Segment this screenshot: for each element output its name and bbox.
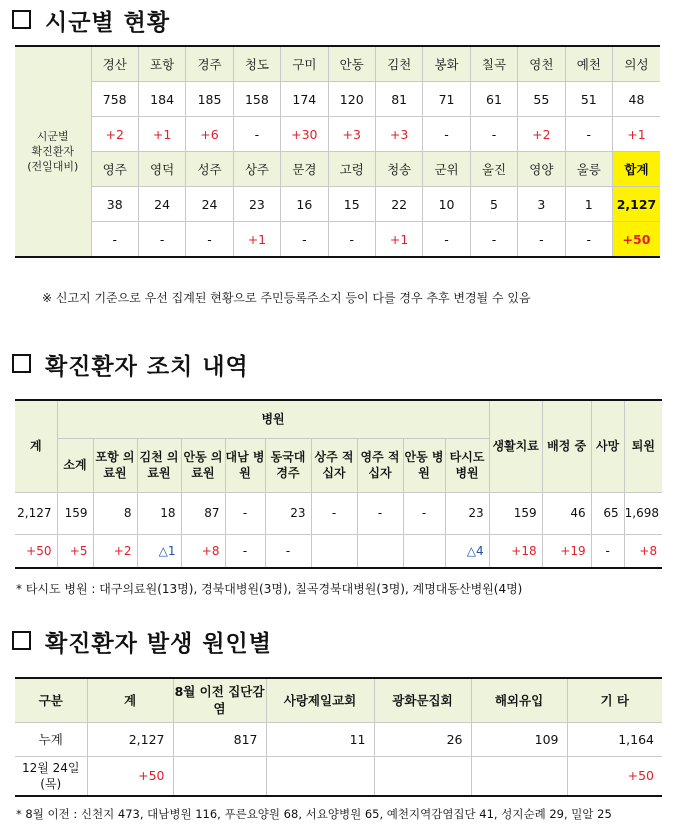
treatment-cell: +18	[489, 534, 542, 568]
city-change-cell: -	[328, 222, 375, 258]
treatment-cell: -	[311, 492, 357, 534]
city-change-cell: -	[138, 222, 185, 258]
header-hospital-sub: 포항 의료원	[93, 438, 137, 492]
cause-header: 사랑제일교회	[266, 678, 374, 722]
treatment-cell	[311, 534, 357, 568]
cause-table	[15, 677, 662, 797]
cause-cell: 817	[173, 722, 266, 756]
city-change-cell: -	[281, 222, 328, 258]
cause-header: 계	[87, 678, 173, 722]
cause-cell	[173, 756, 266, 796]
side-label-line: 확진환자	[31, 145, 74, 158]
treatment-cell: +19	[542, 534, 591, 568]
city-count-cell: 120	[328, 82, 375, 117]
city-change-cell: -	[233, 117, 280, 152]
city-name-cell: 군위	[423, 152, 470, 187]
cause-header: 기 타	[567, 678, 662, 722]
treatment-cell	[403, 534, 445, 568]
city-name-cell: 영주	[91, 152, 138, 187]
treatment-cell: +5	[57, 534, 93, 568]
city-change-cell: +2	[91, 117, 138, 152]
header-hospital-sub: 김천 의료원	[137, 438, 181, 492]
city-count-cell: 3	[518, 187, 565, 222]
treatment-cell: -	[225, 534, 265, 568]
treatment-cell: △1	[137, 534, 181, 568]
cause-cell: 2,127	[87, 722, 173, 756]
treatment-table	[15, 399, 662, 569]
cause-header: 8월 이전 집단감염	[173, 678, 266, 722]
checkbox-square-icon	[12, 10, 31, 29]
treatment-note: * 타시도 병원 : 대구의료원(13명), 경북대병원(3명), 칠곡경북대병원(3명), 계명대동산병원(4명)	[16, 582, 523, 596]
header-discharge: 퇴원	[624, 400, 662, 492]
cause-cell	[471, 756, 567, 796]
side-label-line: 시군별	[36, 130, 69, 143]
treatment-cell: 65	[591, 492, 624, 534]
city-change-cell: -	[423, 222, 470, 258]
cause-note: * 8월 이전 : 신천지 473, 대남병원 116, 푸른요양원 68, 서요양병원 65, 예천지역감염집단 41, 성지순례 29, 밀알 25	[16, 807, 612, 821]
city-name-cell: 구미	[281, 46, 328, 82]
cause-cell: +50	[567, 756, 662, 796]
side-label	[15, 46, 91, 257]
treatment-cell: -	[357, 492, 403, 534]
city-name-cell: 칠곡	[470, 46, 517, 82]
city-change-cell: +1	[375, 222, 422, 258]
city-change-cell: +50	[612, 222, 660, 258]
treatment-cell: +8	[181, 534, 225, 568]
city-count-cell: 158	[233, 82, 280, 117]
city-name-cell: 청송	[375, 152, 422, 187]
cause-cell: 26	[374, 722, 471, 756]
cause-cell: 1,164	[567, 722, 662, 756]
city-count-cell: 51	[565, 82, 612, 117]
city-name-cell: 경산	[91, 46, 138, 82]
city-name-cell: 영양	[518, 152, 565, 187]
city-change-cell: +6	[186, 117, 233, 152]
header-hospital-sub: 동국대 경주	[265, 438, 311, 492]
treatment-cell: 23	[445, 492, 489, 534]
city-count-cell: 38	[91, 187, 138, 222]
section-title-treatment: 확진환자 조치 내역	[12, 348, 249, 381]
city-count-cell: 24	[186, 187, 233, 222]
city-name-cell: 포항	[138, 46, 185, 82]
city-name-cell: 김천	[375, 46, 422, 82]
treatment-cell: 2,127	[15, 492, 57, 534]
city-name-cell: 봉화	[423, 46, 470, 82]
city-count-cell: 48	[612, 82, 660, 117]
header-hospital-sub: 안동 병원	[403, 438, 445, 492]
city-change-cell: +1	[138, 117, 185, 152]
city-name-cell: 청도	[233, 46, 280, 82]
header-treatment-center: 생활치료	[489, 400, 542, 492]
treatment-cell: 1,698	[624, 492, 662, 534]
city-name-cell: 경주	[186, 46, 233, 82]
city-count-cell: 81	[375, 82, 422, 117]
cause-cell: 109	[471, 722, 567, 756]
city-change-cell: +3	[328, 117, 375, 152]
header-hospital-sub: 안동 의료원	[181, 438, 225, 492]
city-name-cell: 영덕	[138, 152, 185, 187]
treatment-cell: +2	[93, 534, 137, 568]
city-change-cell: +30	[281, 117, 328, 152]
treatment-cell	[357, 534, 403, 568]
city-change-cell: -	[186, 222, 233, 258]
treatment-cell: 23	[265, 492, 311, 534]
cause-cell: +50	[87, 756, 173, 796]
header-total: 계	[15, 400, 57, 492]
city-change-cell: -	[565, 222, 612, 258]
header-assigning: 배정 중	[542, 400, 591, 492]
city-count-cell: 10	[423, 187, 470, 222]
city-change-cell: +3	[375, 117, 422, 152]
city-change-cell: +2	[518, 117, 565, 152]
treatment-cell: 159	[489, 492, 542, 534]
city-name-cell: 성주	[186, 152, 233, 187]
city-change-cell: +1	[612, 117, 660, 152]
treatment-cell: 8	[93, 492, 137, 534]
city-change-cell: -	[91, 222, 138, 258]
cause-header: 해외유입	[471, 678, 567, 722]
city-count-cell: 185	[186, 82, 233, 117]
section-title-cause: 확진환자 발생 원인별	[12, 625, 272, 658]
header-hospital-sub: 소계	[57, 438, 93, 492]
treatment-cell: 87	[181, 492, 225, 534]
cause-cell: 11	[266, 722, 374, 756]
header-hospital-sub: 상주 적십자	[311, 438, 357, 492]
city-name-cell: 상주	[233, 152, 280, 187]
city-count-cell: 174	[281, 82, 328, 117]
city-count-cell: 184	[138, 82, 185, 117]
treatment-cell: △4	[445, 534, 489, 568]
city-name-cell: 영천	[518, 46, 565, 82]
cause-header: 구분	[15, 678, 87, 722]
city-name-cell: 문경	[281, 152, 328, 187]
city-status-note: ※ 신고지 기준으로 우선 집계된 현황으로 주민등록주소지 등이 다를 경우 추후 변경될 수 있음	[42, 291, 531, 305]
city-count-cell: 5	[470, 187, 517, 222]
city-change-cell: -	[470, 117, 517, 152]
cause-cell	[266, 756, 374, 796]
city-name-cell: 예천	[565, 46, 612, 82]
header-death: 사망	[591, 400, 624, 492]
treatment-cell: -	[591, 534, 624, 568]
city-count-cell: 61	[470, 82, 517, 117]
section-title-by-city: 시군별 현황	[12, 4, 170, 37]
city-name-cell: 울릉	[565, 152, 612, 187]
cause-cell: 누계	[15, 722, 87, 756]
treatment-cell: 159	[57, 492, 93, 534]
city-count-cell: 16	[281, 187, 328, 222]
treatment-cell: -	[265, 534, 311, 568]
treatment-cell: 18	[137, 492, 181, 534]
checkbox-square-icon	[12, 631, 31, 650]
header-hospital-sub: 대남 병원	[225, 438, 265, 492]
treatment-cell: +50	[15, 534, 57, 568]
city-name-cell: 안동	[328, 46, 375, 82]
city-status-table	[15, 45, 660, 258]
side-label-line: (전일대비)	[27, 160, 79, 173]
city-change-cell: +1	[233, 222, 280, 258]
treatment-cell: -	[225, 492, 265, 534]
city-count-cell: 1	[565, 187, 612, 222]
header-hospital-sub: 영주 적십자	[357, 438, 403, 492]
header-hospital-sub: 타시도 병원	[445, 438, 489, 492]
city-count-cell: 22	[375, 187, 422, 222]
treatment-cell: 46	[542, 492, 591, 534]
city-change-cell: -	[518, 222, 565, 258]
city-count-cell: 15	[328, 187, 375, 222]
city-change-cell: -	[470, 222, 517, 258]
city-name-cell: 합계	[612, 152, 660, 187]
city-count-cell: 24	[138, 187, 185, 222]
city-count-cell: 758	[91, 82, 138, 117]
date-text: 12월 24일 (목)	[21, 760, 80, 791]
treatment-cell: +8	[624, 534, 662, 568]
city-count-cell: 2,127	[612, 187, 660, 222]
cause-header: 광화문집회	[374, 678, 471, 722]
city-count-cell: 55	[518, 82, 565, 117]
city-name-cell: 의성	[612, 46, 660, 82]
checkbox-square-icon	[12, 354, 31, 373]
city-change-cell: -	[423, 117, 470, 152]
city-name-cell: 울진	[470, 152, 517, 187]
city-change-cell: -	[565, 117, 612, 152]
treatment-cell: -	[403, 492, 445, 534]
city-name-cell: 고령	[328, 152, 375, 187]
cause-date-label	[15, 756, 87, 796]
city-count-cell: 23	[233, 187, 280, 222]
cause-cell	[374, 756, 471, 796]
header-hospital: 병원	[57, 400, 489, 438]
city-count-cell: 71	[423, 82, 470, 117]
